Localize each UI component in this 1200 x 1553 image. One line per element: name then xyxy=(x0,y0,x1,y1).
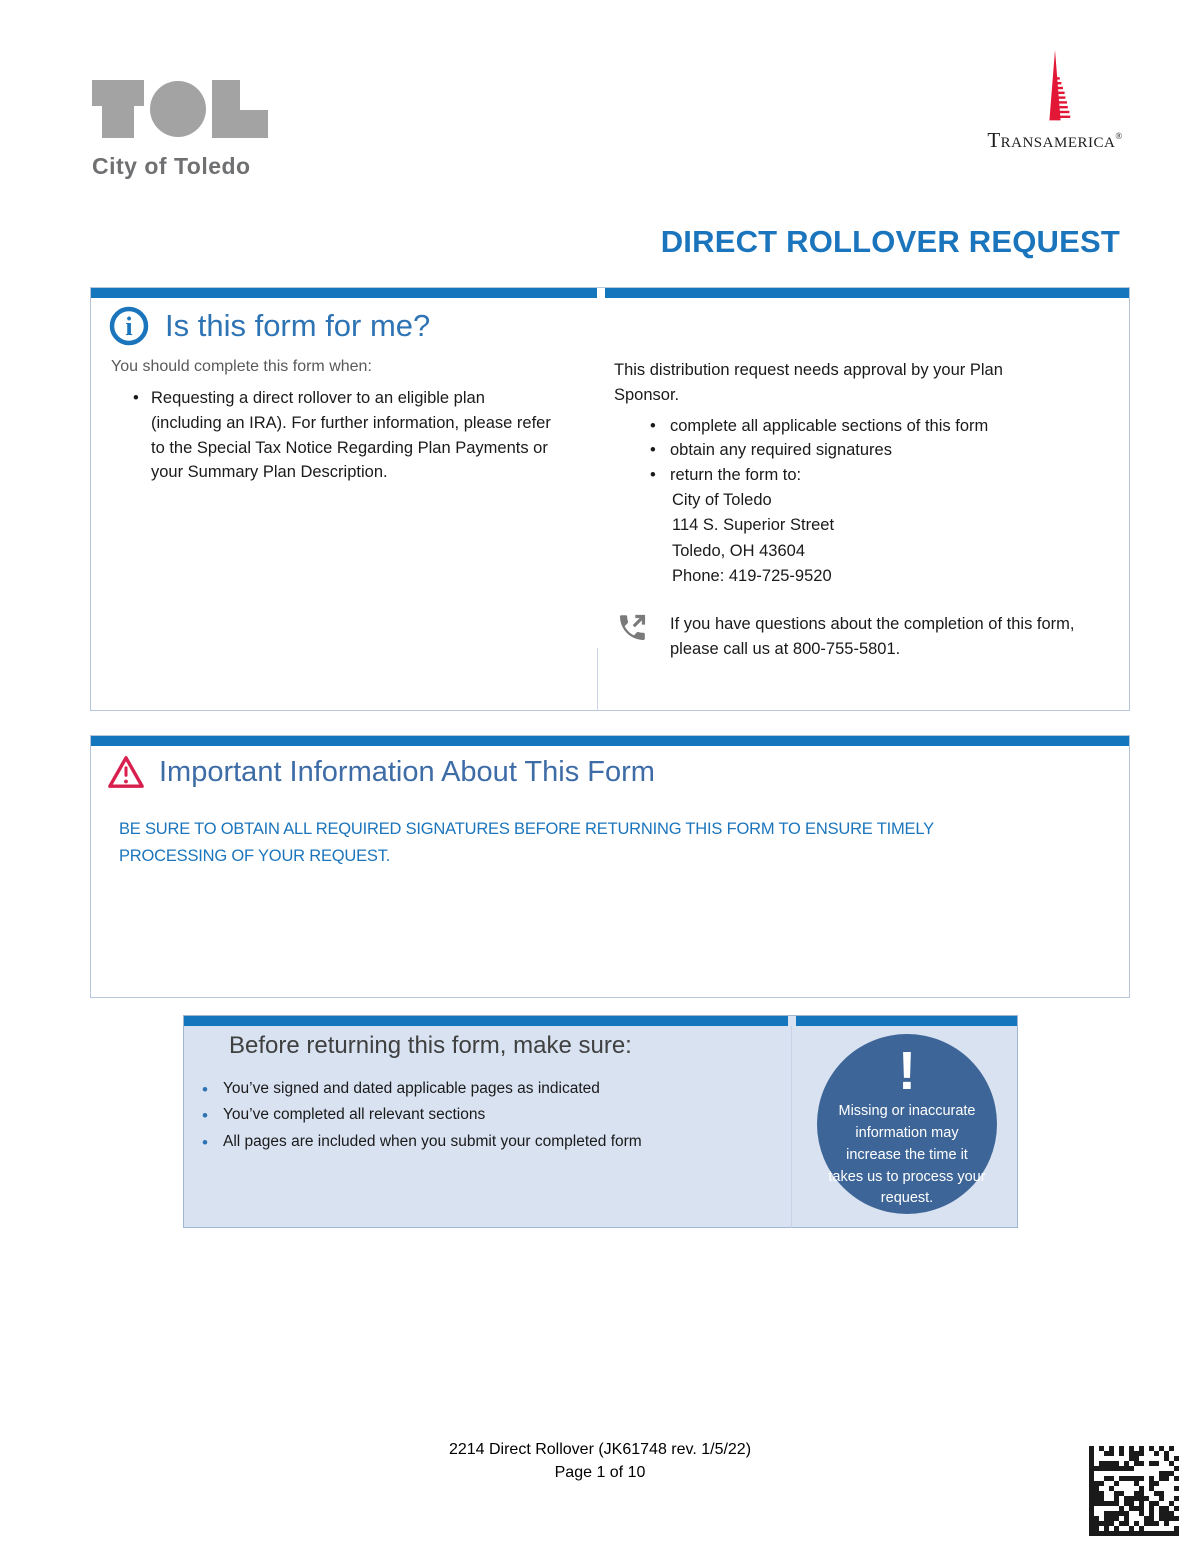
section-heading: Important Information About This Form xyxy=(159,755,655,788)
warning-badge xyxy=(817,1034,997,1214)
section-top-bar xyxy=(796,1016,1017,1026)
important-note-text: BE SURE TO OBTAIN ALL REQUIRED SIGNATURES BEFORE RETURNING THIS FORM TO ENSURE TIMELY PROCESSING OF YOUR REQUEST. xyxy=(119,820,934,866)
page-title: DIRECT ROLLOVER REQUEST xyxy=(660,224,1120,259)
checklist-item: • All pages are included when you submit your completed form xyxy=(202,1129,642,1155)
section-top-bar xyxy=(605,288,1129,298)
phone-outgoing-icon xyxy=(616,612,648,644)
info-icon xyxy=(107,304,151,348)
section-important-info xyxy=(90,735,1130,998)
address-line: Toledo, OH 43604 xyxy=(672,541,806,560)
bullet-item: • return the form to: xyxy=(650,463,1106,488)
section-heading: Is this form for me? xyxy=(165,308,431,343)
left-intro: You should complete this form when: xyxy=(111,358,372,375)
footer-form-id: 2214 Direct Rollover (JK61748 rev. 1/5/22) xyxy=(448,1441,752,1458)
checklist-item: • You’ve signed and dated applicable pages as indicated xyxy=(202,1076,642,1102)
section-top-bar xyxy=(91,288,597,298)
checklist-heading: Before returning this form, make sure: xyxy=(229,1032,632,1059)
toledo-logo-caption: City of Toledo xyxy=(92,153,251,179)
section-top-bar xyxy=(91,736,1129,746)
column-divider xyxy=(597,648,598,711)
transamerica-pyramid-icon xyxy=(1036,50,1074,122)
right-bullet-list xyxy=(614,414,1106,488)
right-column xyxy=(614,358,1106,662)
transamerica-wordmark: Transamerica® xyxy=(987,128,1123,152)
left-bullet-list xyxy=(111,386,589,485)
registered-mark: ® xyxy=(1115,131,1123,141)
questions-note: If you have questions about the completion of this form, please call us at 800-755-5801. xyxy=(670,615,1075,658)
checklist-items xyxy=(184,1076,642,1155)
section-checklist xyxy=(183,1015,1018,1228)
datamatrix-barcode xyxy=(1089,1446,1179,1536)
bullet-item: • complete all applicable sections of this form xyxy=(650,414,1106,439)
warning-triangle-icon xyxy=(107,754,145,790)
section-is-this-form xyxy=(90,287,1130,711)
bullet-item: • obtain any required signatures xyxy=(650,438,1106,463)
city-of-toledo-logo xyxy=(92,80,268,180)
tol-mark-icon xyxy=(92,80,268,138)
bullet-item: • Requesting a direct rollover to an eligible plan (including an IRA). For further information, please refer to the Special Tax Notice Regarding Plan Payments or your Summary Plan Description. xyxy=(133,386,553,485)
right-intro: This distribution request needs approval by your Plan Sponsor. xyxy=(614,361,1003,404)
return-address xyxy=(672,488,1106,590)
address-line: 114 S. Superior Street xyxy=(672,516,835,535)
address-line: City of Toledo xyxy=(672,490,772,509)
section-top-bar xyxy=(184,1016,788,1026)
footer-page-number: Page 1 of 10 xyxy=(554,1464,646,1482)
exclamation-mark: ! xyxy=(898,1041,916,1101)
left-column xyxy=(111,358,589,485)
svg-text:i: i xyxy=(125,312,133,341)
address-line: Phone: 419-725-9520 xyxy=(672,567,832,586)
checklist-item: • You’ve completed all relevant sections xyxy=(202,1102,642,1128)
transamerica-logo xyxy=(975,50,1135,153)
column-divider xyxy=(791,1026,792,1228)
warning-badge-text: Missing or inaccurate information may increase the time it takes us to process your request. xyxy=(828,1103,986,1207)
page-footer xyxy=(0,1438,1200,1484)
